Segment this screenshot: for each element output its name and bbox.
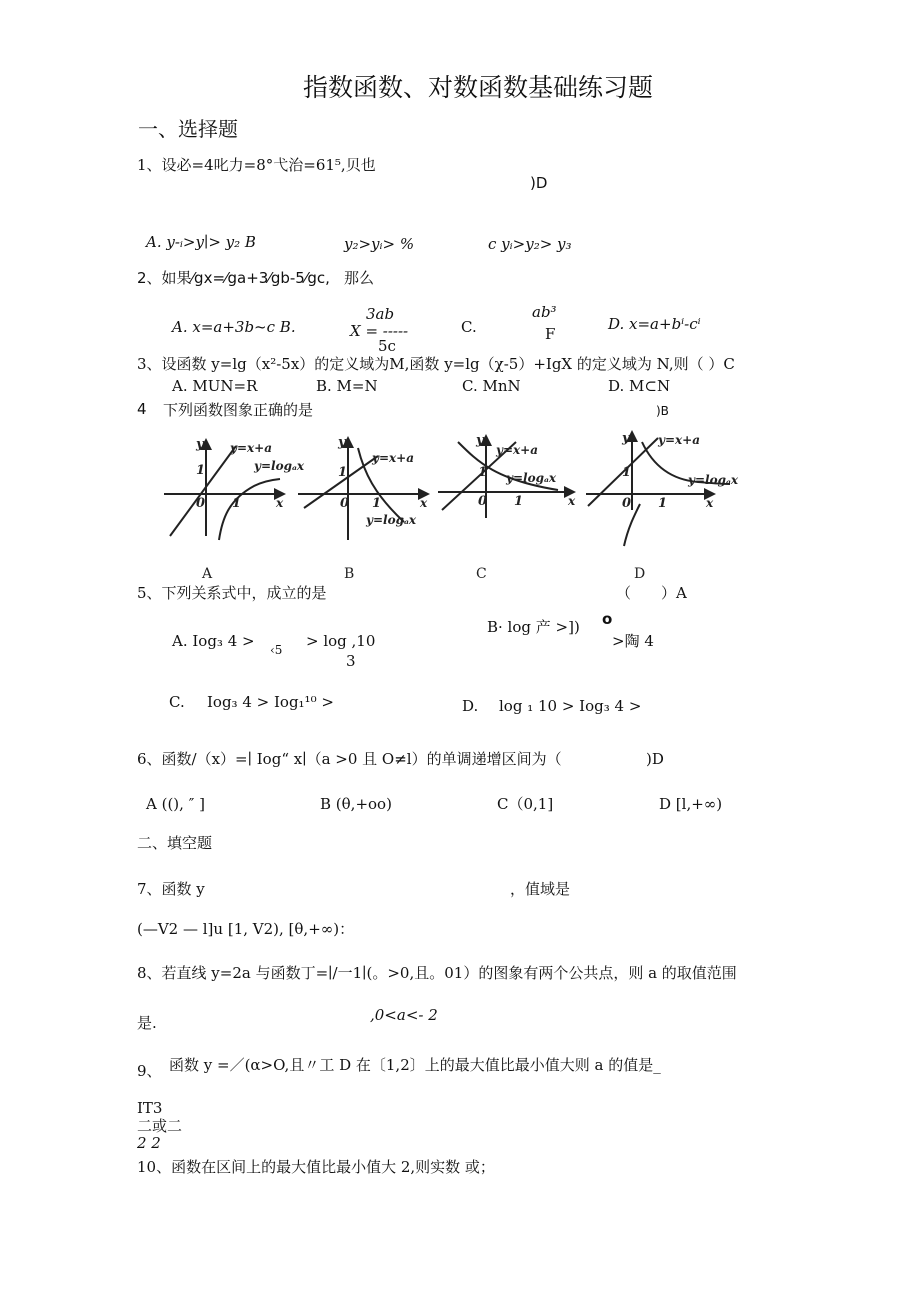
q4-number: 4	[137, 400, 147, 418]
q2-option-c: C.	[461, 318, 477, 336]
graph-d-y-label: y	[622, 431, 630, 446]
graph-a-y-label: y	[196, 437, 204, 452]
q2-option-d: D. x=a+bⁱ-cⁱ	[608, 315, 701, 333]
q6-stem: 6、函数/（x）=∣ Iog“ x∣（a >0 且 O≠l）的单调递增区间为（	[137, 750, 562, 768]
q5-option-c-letter: C.	[169, 693, 185, 711]
q3-option-a: A. MUN=R	[172, 377, 258, 395]
q9-answer-line2: 二或二	[137, 1117, 183, 1135]
graph-d-one-x: 1	[658, 496, 668, 511]
q6-option-c: C（0,1]	[497, 795, 554, 813]
q5-answer: （ ）A	[616, 584, 687, 602]
graph-a-x-label: x	[276, 496, 284, 510]
q3-stem: 3、设函数 y=lg（x²-5x）的定义域为M,函数 y=lg（χ-5）+IgX 的定义域为 N,则（ ）C	[137, 355, 735, 373]
q6-option-d: D [l,+∞)	[659, 795, 723, 813]
q5-option-b-part1: B· log 产 >])	[487, 618, 580, 636]
q5-option-d-letter: D.	[462, 697, 479, 715]
graph-d-line-label: y=x+a	[658, 433, 701, 447]
graph-d-label: D	[634, 566, 646, 582]
q2-stem: 2、如果⁄gx=⁄ga+3⁄gb-5⁄gc,	[137, 269, 330, 287]
graph-b-one-y: 1	[338, 465, 348, 480]
graph-c	[438, 433, 576, 518]
section-heading-choice: 一、选择题	[138, 117, 238, 141]
q1-stem: 1、设必=4叱力=8°弋治=61⁵,贝也	[137, 156, 376, 174]
q6-option-a: A ((), ″ ]	[146, 795, 205, 813]
q4-graphs	[158, 428, 768, 593]
q1-option-a: A. y-ᵢ>y∣> y₂ B	[146, 233, 256, 251]
q5-option-d: log ₁ 10 > Iog₃ 4 >	[499, 697, 642, 715]
graph-b	[298, 435, 428, 540]
q5-option-a-part2: ‹5	[270, 643, 283, 657]
q7-stem-tail: ，值域是	[510, 880, 571, 898]
q3-option-c: C. MnN	[462, 377, 521, 395]
q8-stem-tail: 是.	[137, 1014, 157, 1032]
graph-c-one-y: 1	[478, 465, 488, 480]
graph-a-label: A	[202, 566, 213, 582]
graph-c-x-label: x	[568, 494, 576, 508]
q8-answer: ,0<a<- 2	[370, 1006, 438, 1024]
q8-stem: 8、若直线 y=2a 与函数丁=∣/一1∣(。>0,且。01）的图象有两个公共点，则 a 的取值范围	[137, 964, 737, 982]
q3-option-d: D. M⊂N	[608, 377, 671, 395]
q4-stem: 下列函数图象正确的是	[163, 401, 314, 419]
q6-option-b: B (θ,+oo)	[320, 795, 392, 813]
graph-b-line-label: y=x+a	[372, 451, 415, 465]
q5-option-a-part4: 3	[346, 652, 356, 670]
graph-c-label: C	[476, 566, 487, 582]
graph-b-origin: 0	[340, 496, 350, 511]
q9-number: 9、	[137, 1062, 162, 1080]
q10-stem: 10、函数在区间上的最大值比最小值大 2,则实数 或；	[137, 1158, 495, 1176]
graph-a-one-y: 1	[196, 463, 206, 478]
graph-a	[164, 437, 305, 540]
graph-c-origin: 0	[478, 494, 488, 509]
q7-stem: 7、函数 y	[137, 880, 205, 898]
graph-a-origin: 0	[196, 496, 206, 511]
q9-stem: 函数 y =／(α>O,且〃工 D 在〔1,2〕上的最大值比最小值大则 a 的值是_	[169, 1056, 661, 1074]
q1-answer: )D	[530, 174, 548, 192]
q7-answer: (—V2 — l]u [1, V2), [θ,+∞)：	[137, 920, 355, 938]
graph-d-one-y: 1	[622, 465, 632, 480]
q2-option-b-denominator: 5c	[378, 337, 396, 355]
graph-c-curve-label: y=logₐx	[506, 471, 557, 485]
graph-b-x-label: x	[420, 496, 428, 510]
q1-option-c: c yᵢ>y₂> y₃	[488, 235, 572, 253]
q2-option-a: A. x=a+3b~c B.	[172, 318, 296, 336]
graph-a-line-label: y=x+a	[230, 441, 273, 455]
q5-option-b-part2: o	[602, 610, 613, 628]
q5-option-c: Iog₃ 4 > Iog₁¹⁰ >	[207, 693, 334, 711]
q9-answer-line3: 2 2	[137, 1134, 161, 1152]
q9-answer-line1: IT3	[137, 1099, 163, 1117]
graph-b-y-label: y	[338, 435, 346, 450]
q5-option-a-part1: A. Iog₃ 4 >	[172, 632, 255, 650]
q2-stem-tail: 那么	[344, 269, 375, 287]
q3-option-b: B. M=N	[316, 377, 378, 395]
q4-answer: )B	[656, 404, 669, 418]
q2-option-b-fraction: X = -----	[350, 322, 409, 340]
graph-c-line-label: y=x+a	[496, 443, 539, 457]
q6-answer: )D	[646, 750, 664, 768]
graph-a-one-x: 1	[232, 496, 242, 511]
page-title: 指数函数、对数函数基础练习题	[303, 73, 654, 102]
graph-d-x-label: x	[706, 496, 714, 510]
q2-option-b-numerator: 3ab	[366, 305, 395, 323]
section-heading-fill: 二、填空题	[137, 834, 213, 852]
q2-option-c-denominator: F	[545, 325, 556, 343]
graph-a-curve-label: y=logₐx	[254, 459, 305, 473]
graph-b-one-x: 1	[372, 496, 382, 511]
graph-b-curve-label: y=logₐx	[366, 513, 417, 527]
q5-option-a-part3: > log ,10	[306, 632, 376, 650]
q2-option-c-numerator: ab³	[532, 303, 557, 321]
graph-d	[586, 431, 739, 546]
graph-c-y-label: y	[476, 433, 484, 448]
graph-b-label: B	[344, 566, 355, 582]
graph-c-one-x: 1	[514, 494, 524, 509]
q5-option-b-part3: >陶 4	[612, 632, 654, 650]
q5-stem: 5、下列关系式中，成立的是	[137, 584, 327, 602]
q1-option-b: y₂>yᵢ> %	[344, 235, 415, 253]
graph-d-origin: 0	[622, 496, 632, 511]
graph-d-curve-label: y=logₐx	[688, 473, 739, 487]
